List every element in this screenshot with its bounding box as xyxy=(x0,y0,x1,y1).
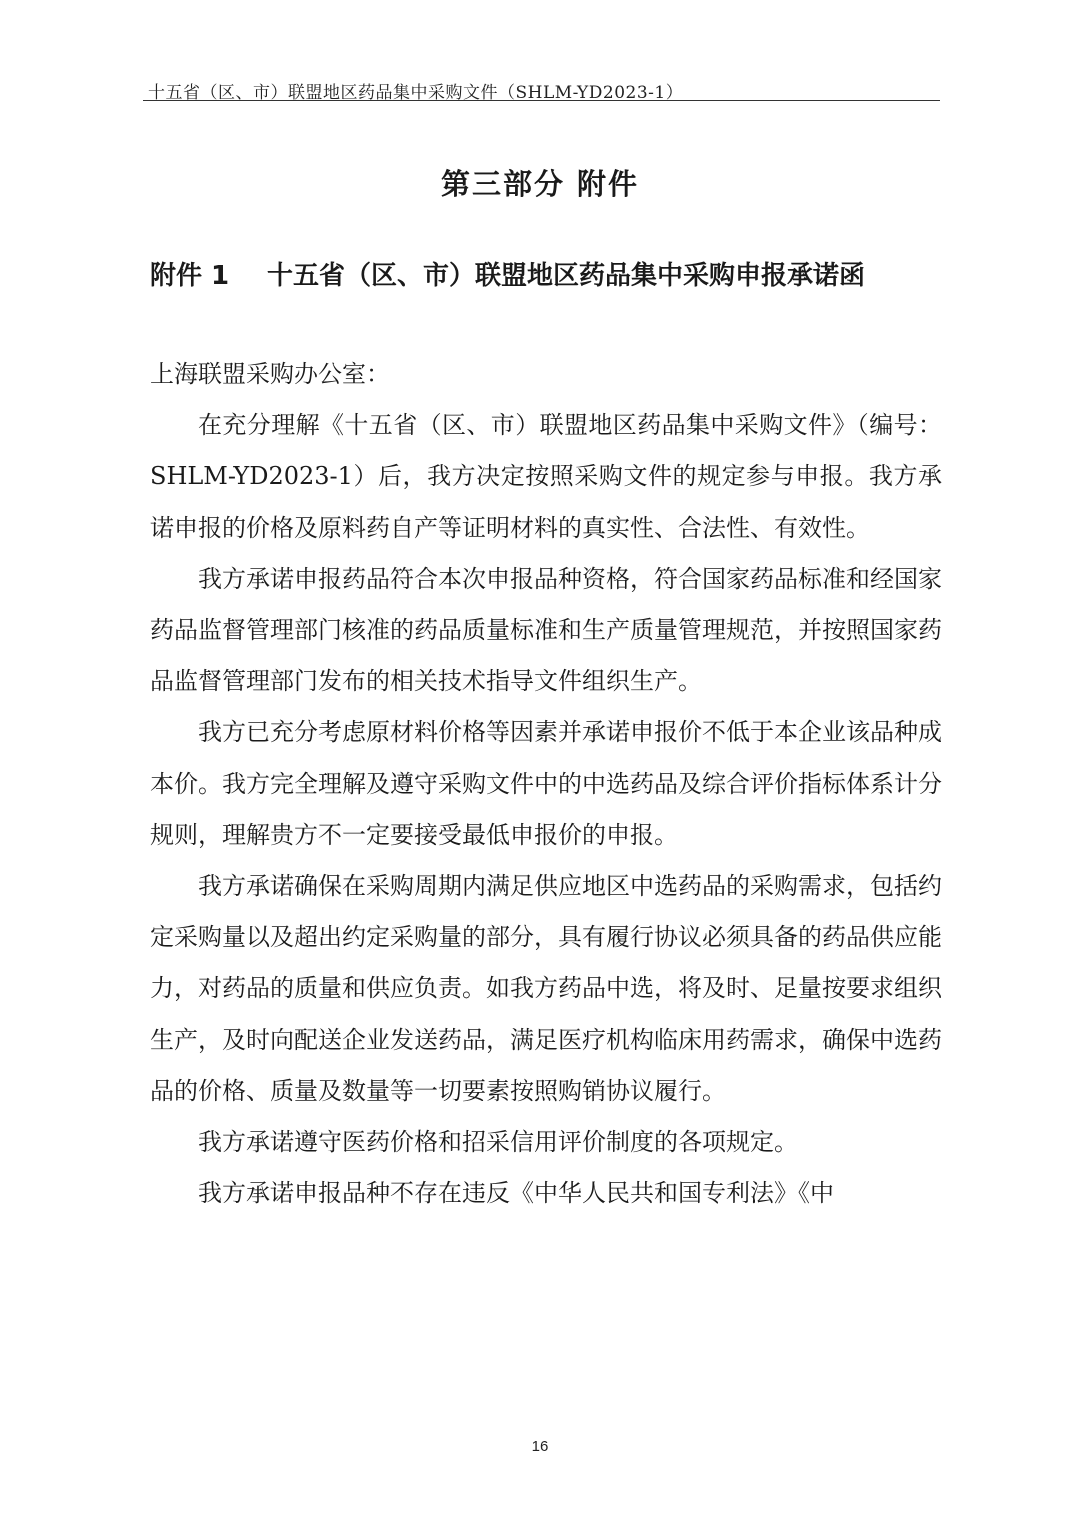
running-header: 十五省（区、市）联盟地区药品集中采购文件（SHLM-YD2023-1） xyxy=(148,83,684,103)
paragraph-cost-price: 我方已充分考虑原材料价格等因素并承诺申报价不低于本企业该品种成本价。我方完全理解及遵守采购文件中的中选药品及综合评价指标体系计分规则，理解贵方不一定要接受最低申报价的申报。 xyxy=(150,718,942,849)
paragraph-credit-evaluation: 我方承诺遵守医药价格和招采信用评价制度的各项规定。 xyxy=(198,1128,798,1157)
salutation: 上海联盟采购办公室： xyxy=(150,360,390,388)
paragraph-quality-standards: 我方承诺申报药品符合本次申报品种资格，符合国家药品标准和经国家药品监督管理部门核准的药品质量标准和生产质量管理规范，并按照国家药品监督管理部门发布的相关技术指导文件组织生产。 xyxy=(150,564,942,696)
paragraph-understanding: 在充分理解《十五省（区、市）联盟地区药品集中采购文件》（编号：SHLM-YD2023-1）后，我方决定按照采购文件的规定参与申报。我方承诺申报的价格及原料药自产等证明材料的真实性、合法性、有效性。 xyxy=(150,411,942,542)
annex-heading xyxy=(150,255,865,292)
paragraph-patent-law: 我方承诺申报品种不存在违反《中华人民共和国专利法》《中 xyxy=(198,1179,834,1208)
page-number: 16 xyxy=(531,1438,549,1455)
header-rule xyxy=(143,100,940,101)
letter-body xyxy=(150,349,942,1219)
annex-title: 十五省（区、市）联盟地区药品集中采购申报承诺函 xyxy=(267,261,866,291)
annex-label: 附件 1 xyxy=(150,261,230,291)
paragraph-supply-guarantee: 我方承诺确保在采购周期内满足供应地区中选药品的采购需求，包括约定采购量以及超出约定采购量的部分，具有履行协议必须具备的药品供应能力，对药品的质量和供应负责。如我方药品中选，将及时、足量按要求组织生产，及时向配送企业发送药品，满足医疗机构临床用药需求，确保中选药品的价格、质量及数量等一切要素按照购销协议履行。 xyxy=(150,872,942,1105)
part-title: 第三部分 附件 xyxy=(440,167,640,201)
